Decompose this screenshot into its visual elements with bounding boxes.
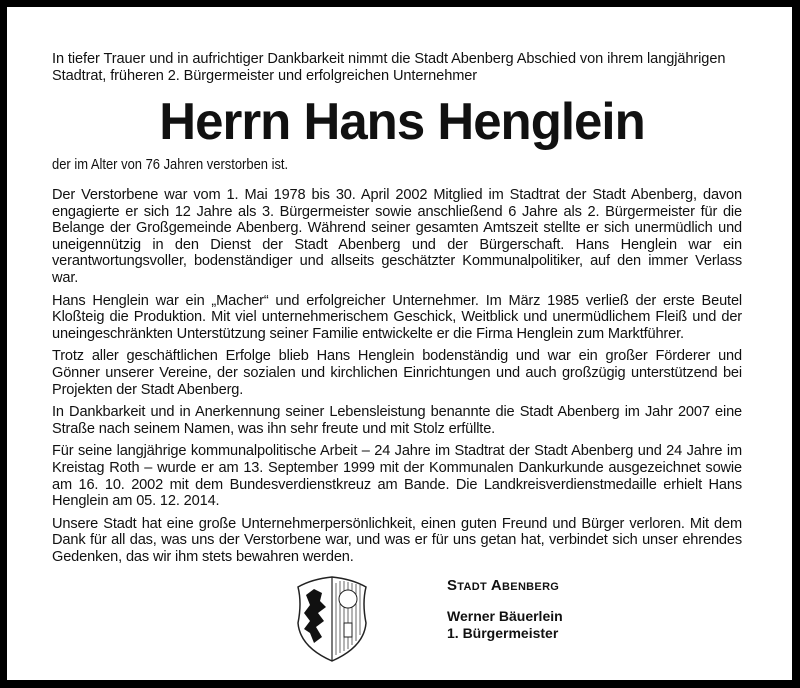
paragraph-street-naming: In Dankbarkeit und in Anerkennung seiner Lebensleistung benannte die Stadt Abenberg im Jahr 2007 eine Straße nach seinem Namen, was ihn sehr freute und mit Stolz erfüllte. [52, 404, 742, 437]
deceased-name-heading: Herrn Hans Henglein [159, 93, 645, 151]
organization-name: Stadt Abenberg [447, 577, 560, 594]
paragraph-patron: Trotz aller geschäftlichen Erfolge blieb Hans Henglein bodenständig und war ein großer Förderer und Gönner unserer Vereine, der sozialen und kirchlichen Einrichtungen und auch großzügig unterstützend bei Projekten der Stadt Abenberg. [52, 348, 742, 398]
signature-block [292, 563, 692, 673]
intro-text [52, 51, 742, 84]
signatory-role: 1. Bürgermeister [447, 625, 559, 641]
intro-line: Stadtrat, früheren 2. Bürgermeister und erfolgreichen Unternehmer [52, 67, 478, 84]
obituary-notice [7, 7, 792, 680]
paragraph-entrepreneur: Hans Henglein war ein „Macher“ und erfolgreicher Unternehmer. Im März 1985 verließ der erste Beutel Kloßteig die Produktion. Mit viel unternehmerischem Geschick, Weitblick und unermüdlichem Fleiß und der uneingeschränkten Unterstützung seiner Familie entwickelte er die Firma Henglein zum Marktführer. [52, 292, 742, 342]
age-line: der im Alter von 76 Jahren verstorben ist. [52, 157, 289, 173]
paragraph-closing: Unsere Stadt hat eine große Unternehmerpersönlichkeit, einen guten Freund und Bürger verloren. Mit dem Dank für all das, was uns der Verstorbene war, und was er für uns getan hat, verbindet sich unser ehrendes Gedenken, das wir ihm stets bewahren werden. [52, 515, 742, 565]
obituary-body [52, 187, 742, 571]
signatory-name: Werner Bäuerlein [447, 608, 563, 624]
intro-line: In tiefer Trauer und in aufrichtiger Dankbarkeit nimmt die Stadt Abenberg Abschied von ihrem langjährigen [52, 51, 726, 67]
paragraph-awards: Für seine langjährige kommunalpolitische Arbeit – 24 Jahre im Stadtrat der Stadt Abenberg und 24 Jahre im Kreistag Roth – wurde er am 13. September 1999 mit der Kommunalen Dankurkunde ausgezeichnet sowie am 16. 10. 2002 mit dem Bundesverdienstkreuz am Bande. Die Landkreisverdienstmedaille erhielt Hans Henglein am 05. 12. 2014. [52, 443, 742, 510]
paragraph-career: Der Verstorbene war vom 1. Mai 1978 bis 30. April 2002 Mitglied im Stadtrat der Stadt Abenberg, davon engagierte er sich 12 Jahre als 3. Bürgermeister sowie anschließend 6 Jahre als 2. Bürgermeister für die Belange der Großgemeinde Abenberg. Während seiner gesamten Amtszeit stellte er sich unermüdlich und uneigennützig in den Dienst der Stadt Abenberg und der Bürgerschaft. Hans Henglein war ein verantwortungsvoller, bodenständiger und allseits geschätzter Kommunalpolitiker, auf den immer Verlass war. [52, 187, 742, 286]
signature-text [447, 577, 563, 642]
coat-of-arms-icon [292, 573, 372, 665]
